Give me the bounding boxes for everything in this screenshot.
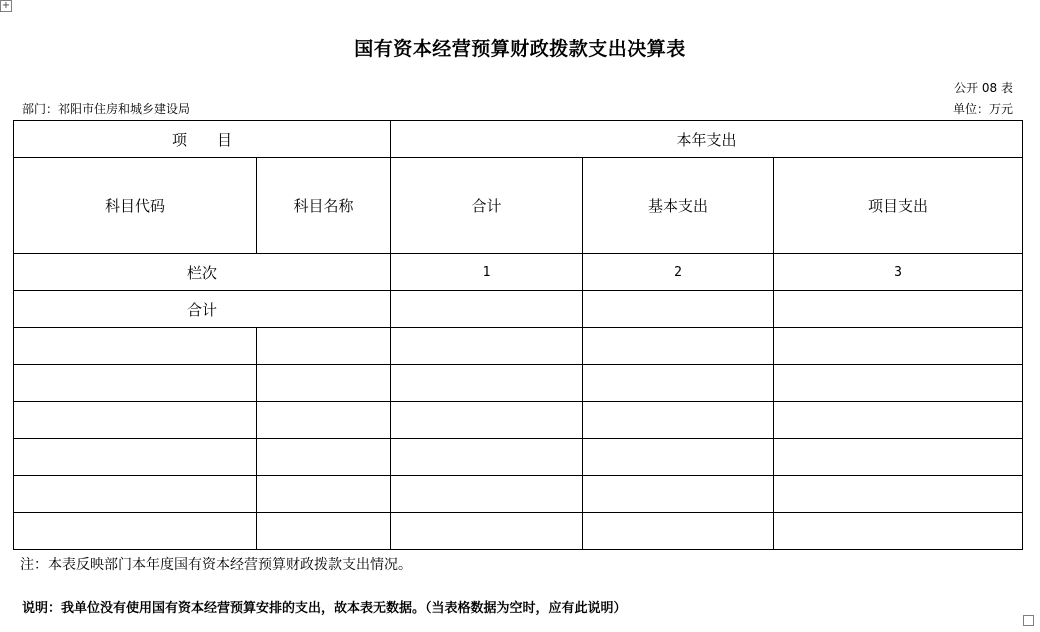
cell-project[interactable] bbox=[774, 439, 1023, 476]
department-label: 部门：祁阳市住房和城乡建设局 bbox=[22, 102, 191, 116]
table-row bbox=[14, 439, 1023, 476]
table-end-marker bbox=[1023, 615, 1034, 626]
header-row-2 bbox=[14, 158, 1023, 254]
cell-total[interactable] bbox=[391, 476, 583, 513]
col-basic-expense: 基本支出 bbox=[583, 158, 774, 254]
cell-basic[interactable] bbox=[583, 476, 774, 513]
cell-code[interactable] bbox=[14, 328, 257, 365]
cell-name[interactable] bbox=[257, 402, 391, 439]
cell-total[interactable] bbox=[391, 513, 583, 550]
cell-basic[interactable] bbox=[583, 328, 774, 365]
unit-label: 单位：万元 bbox=[952, 102, 1013, 116]
col-subject-code: 科目代码 bbox=[14, 158, 257, 254]
cell-basic[interactable] bbox=[583, 402, 774, 439]
cell-total[interactable] bbox=[391, 365, 583, 402]
cell-code[interactable] bbox=[14, 402, 257, 439]
cell-name[interactable] bbox=[257, 513, 391, 550]
table-row bbox=[14, 513, 1023, 550]
sum-label: 合计 bbox=[14, 291, 391, 328]
form-code: 公开 08 表 bbox=[954, 81, 1013, 95]
cell-basic[interactable] bbox=[583, 513, 774, 550]
table-row bbox=[14, 365, 1023, 402]
budget-table bbox=[13, 120, 1023, 550]
table-row bbox=[14, 402, 1023, 439]
cell-code[interactable] bbox=[14, 513, 257, 550]
cell-total[interactable] bbox=[391, 439, 583, 476]
sum-total-cell[interactable] bbox=[391, 291, 583, 328]
cell-code[interactable] bbox=[14, 476, 257, 513]
cell-name[interactable] bbox=[257, 365, 391, 402]
cell-name[interactable] bbox=[257, 328, 391, 365]
index-label: 栏次 bbox=[14, 254, 391, 291]
explanation-text: 说明：我单位没有使用国有资本经营预算安排的支出，故本表无数据。（当表格数据为空时，应有此说明） bbox=[22, 601, 627, 616]
page-title: 国有资本经营预算财政拨款支出决算表 bbox=[354, 38, 686, 60]
sum-project-cell[interactable] bbox=[774, 291, 1023, 328]
cell-name[interactable] bbox=[257, 476, 391, 513]
move-cross-icon[interactable]: + bbox=[1, 0, 11, 11]
cell-project[interactable] bbox=[774, 328, 1023, 365]
sum-basic-cell[interactable] bbox=[583, 291, 774, 328]
table-row bbox=[14, 476, 1023, 513]
cell-code[interactable] bbox=[14, 439, 257, 476]
col-total: 合计 bbox=[391, 158, 583, 254]
sum-row bbox=[14, 291, 1023, 328]
cell-basic[interactable] bbox=[583, 439, 774, 476]
cell-project[interactable] bbox=[774, 513, 1023, 550]
cell-project[interactable] bbox=[774, 402, 1023, 439]
index-row bbox=[14, 254, 1023, 291]
cell-project[interactable] bbox=[774, 476, 1023, 513]
cell-total[interactable] bbox=[391, 328, 583, 365]
col-subject-name: 科目名称 bbox=[257, 158, 391, 254]
cell-basic[interactable] bbox=[583, 365, 774, 402]
header-item: 项 目 bbox=[14, 121, 391, 158]
cell-total[interactable] bbox=[391, 402, 583, 439]
table-note: 注：本表反映部门本年度国有资本经营预算财政拨款支出情况。 bbox=[20, 557, 412, 573]
index-project: 3 bbox=[774, 254, 1023, 291]
header-row-1 bbox=[14, 121, 1023, 158]
header-current-expense: 本年支出 bbox=[391, 121, 1023, 158]
cell-name[interactable] bbox=[257, 439, 391, 476]
table-row bbox=[14, 328, 1023, 365]
cell-code[interactable] bbox=[14, 365, 257, 402]
cell-project[interactable] bbox=[774, 365, 1023, 402]
table-body bbox=[14, 121, 1023, 550]
index-total: 1 bbox=[391, 254, 583, 291]
index-basic: 2 bbox=[583, 254, 774, 291]
col-project-expense: 项目支出 bbox=[774, 158, 1023, 254]
